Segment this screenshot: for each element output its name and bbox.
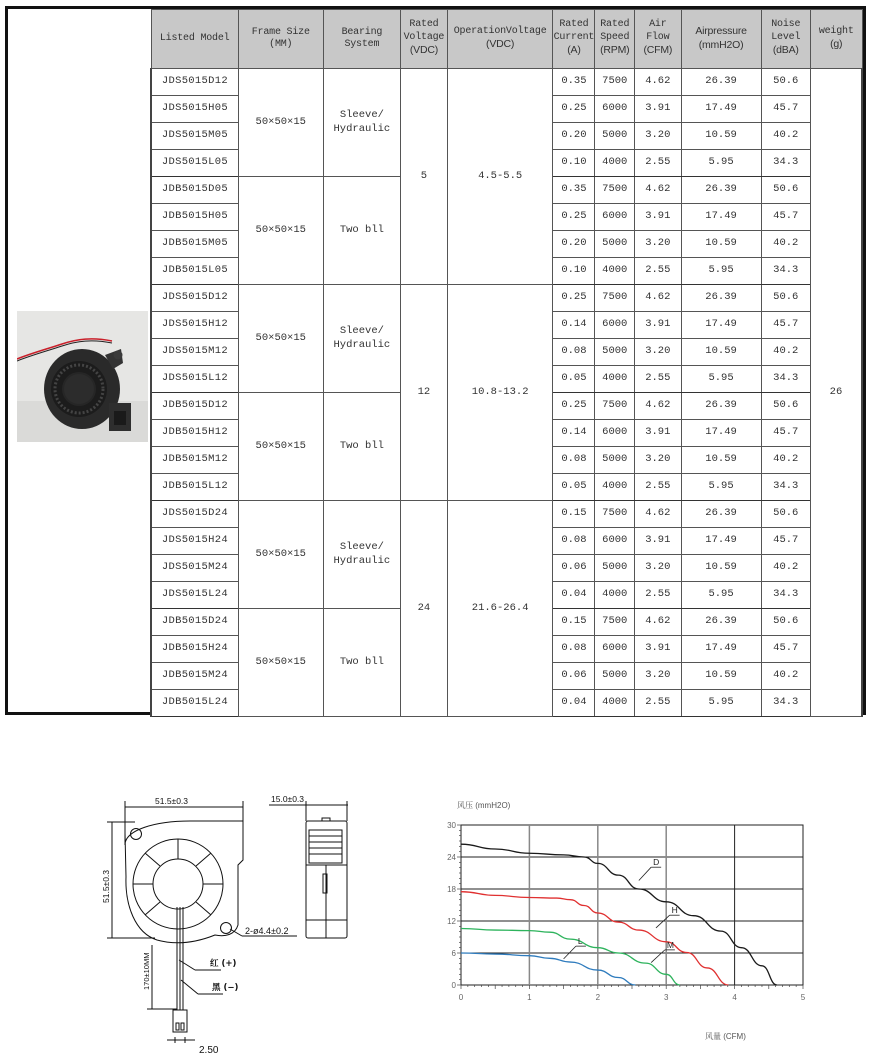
speed-cell: 6000 xyxy=(595,636,635,663)
airflow-cell: 4.62 xyxy=(635,501,681,528)
header-current: Rated Current (A) xyxy=(553,10,595,69)
table-row xyxy=(151,285,862,312)
bearing-cell: Two bll xyxy=(323,609,400,717)
model-cell: JDB5015H12 xyxy=(151,420,238,447)
table-header-row xyxy=(151,10,862,69)
airpressure-cell: 26.39 xyxy=(681,393,761,420)
bearing-cell: Two bll xyxy=(323,393,400,501)
noise-cell: 50.6 xyxy=(761,609,810,636)
frame-size-cell: 50×50×15 xyxy=(238,501,323,609)
noise-cell: 45.7 xyxy=(761,420,810,447)
x-axis-label: 风量 (CFM) xyxy=(705,1032,746,1041)
airflow-cell: 3.20 xyxy=(635,231,681,258)
curve-label-M: M xyxy=(666,939,674,950)
header-noise: Noise Level (dBA) xyxy=(761,10,810,69)
table-row xyxy=(151,69,862,96)
current-cell: 0.10 xyxy=(553,150,595,177)
noise-cell: 34.3 xyxy=(761,474,810,501)
current-cell: 0.20 xyxy=(553,123,595,150)
depth-dimension: 15.0±0.3 xyxy=(271,794,305,804)
airflow-cell: 4.62 xyxy=(635,285,681,312)
airpressure-cell: 5.95 xyxy=(681,582,761,609)
speed-cell: 5000 xyxy=(595,447,635,474)
airpressure-cell: 5.95 xyxy=(681,258,761,285)
current-cell: 0.14 xyxy=(553,312,595,339)
airpressure-cell: 17.49 xyxy=(681,204,761,231)
airflow-cell: 3.91 xyxy=(635,636,681,663)
bearing-cell: Sleeve/ Hydraulic xyxy=(323,69,400,177)
current-cell: 0.08 xyxy=(553,447,595,474)
model-cell: JDS5015D12 xyxy=(151,285,238,312)
airflow-cell: 4.62 xyxy=(635,609,681,636)
x-tick-label: 3 xyxy=(663,993,669,1002)
airpressure-cell: 17.49 xyxy=(681,636,761,663)
noise-cell: 45.7 xyxy=(761,96,810,123)
model-cell: JDS5015L05 xyxy=(151,150,238,177)
curve-label-L: L xyxy=(577,936,583,947)
weight-cell: 26 xyxy=(810,69,862,717)
height-dimension: 51.5±0.3 xyxy=(101,869,111,903)
noise-cell: 45.7 xyxy=(761,204,810,231)
pq-curve-chart xyxy=(420,795,840,1050)
frame-size-cell: 50×50×15 xyxy=(238,177,323,285)
y-axis-label: 风压 (mmH2O) xyxy=(457,801,511,810)
airflow-cell: 4.62 xyxy=(635,393,681,420)
airpressure-cell: 10.59 xyxy=(681,447,761,474)
airpressure-cell: 17.49 xyxy=(681,528,761,555)
header-bearing: Bearing System xyxy=(323,10,400,69)
noise-cell: 40.2 xyxy=(761,339,810,366)
chart-grid xyxy=(461,825,803,985)
model-cell: JDB5015M12 xyxy=(151,447,238,474)
current-cell: 0.04 xyxy=(553,690,595,717)
airflow-cell: 2.55 xyxy=(635,150,681,177)
model-cell: JDB5015H05 xyxy=(151,204,238,231)
table-body xyxy=(151,69,862,717)
red-wire-label: 红 (+) xyxy=(210,959,237,969)
airpressure-cell: 10.59 xyxy=(681,663,761,690)
table-row xyxy=(151,501,862,528)
speed-cell: 4000 xyxy=(595,582,635,609)
airflow-cell: 2.55 xyxy=(635,474,681,501)
header-op-voltage: OperationVoltage (VDC) xyxy=(447,10,553,69)
current-cell: 0.25 xyxy=(553,96,595,123)
speed-cell: 7500 xyxy=(595,501,635,528)
x-tick-label: 2 xyxy=(595,993,601,1002)
noise-cell: 34.3 xyxy=(761,582,810,609)
noise-cell: 34.3 xyxy=(761,690,810,717)
airpressure-cell: 5.95 xyxy=(681,690,761,717)
model-cell: JDS5015D24 xyxy=(151,501,238,528)
current-cell: 0.20 xyxy=(553,231,595,258)
model-cell: JDS5015H05 xyxy=(151,96,238,123)
current-cell: 0.15 xyxy=(553,609,595,636)
bearing-cell: Sleeve/ Hydraulic xyxy=(323,501,400,609)
noise-cell: 50.6 xyxy=(761,285,810,312)
model-cell: JDB5015L24 xyxy=(151,690,238,717)
noise-cell: 45.7 xyxy=(761,528,810,555)
airpressure-cell: 5.95 xyxy=(681,366,761,393)
speed-cell: 5000 xyxy=(595,663,635,690)
bearing-cell: Two bll xyxy=(323,177,400,285)
speed-cell: 5000 xyxy=(595,339,635,366)
model-cell: JDB5015M05 xyxy=(151,231,238,258)
bearing-cell: Sleeve/ Hydraulic xyxy=(323,285,400,393)
airflow-cell: 3.20 xyxy=(635,447,681,474)
mount-hole-dimension: 2-ø4.4±0.2 xyxy=(245,926,289,936)
model-cell: JDS5015H24 xyxy=(151,528,238,555)
speed-cell: 7500 xyxy=(595,69,635,96)
airflow-cell: 2.55 xyxy=(635,258,681,285)
y-tick-label: 24 xyxy=(447,853,456,862)
model-cell: JDS5015M05 xyxy=(151,123,238,150)
airflow-cell: 3.91 xyxy=(635,96,681,123)
model-cell: JDS5015H12 xyxy=(151,312,238,339)
noise-cell: 50.6 xyxy=(761,177,810,204)
speed-cell: 4000 xyxy=(595,258,635,285)
airflow-cell: 3.20 xyxy=(635,663,681,690)
rated-voltage-cell: 5 xyxy=(401,69,448,285)
airflow-cell: 3.20 xyxy=(635,339,681,366)
model-cell: JDB5015D24 xyxy=(151,609,238,636)
noise-cell: 34.3 xyxy=(761,366,810,393)
airflow-cell: 3.91 xyxy=(635,528,681,555)
current-cell: 0.08 xyxy=(553,636,595,663)
speed-cell: 6000 xyxy=(595,420,635,447)
noise-cell: 40.2 xyxy=(761,231,810,258)
noise-cell: 40.2 xyxy=(761,447,810,474)
airflow-cell: 3.91 xyxy=(635,312,681,339)
noise-cell: 50.6 xyxy=(761,69,810,96)
speed-cell: 5000 xyxy=(595,555,635,582)
header-speed: Rated Speed (RPM) xyxy=(595,10,635,69)
current-cell: 0.08 xyxy=(553,339,595,366)
noise-cell: 40.2 xyxy=(761,663,810,690)
header-model: Listed Model xyxy=(151,10,238,69)
product-photo-cell xyxy=(8,9,150,712)
dimension-drawing xyxy=(95,785,375,1058)
airpressure-cell: 26.39 xyxy=(681,177,761,204)
speed-cell: 6000 xyxy=(595,528,635,555)
x-tick-label: 1 xyxy=(527,993,532,1002)
airflow-cell: 2.55 xyxy=(635,366,681,393)
current-cell: 0.14 xyxy=(553,420,595,447)
model-cell: JDB5015D12 xyxy=(151,393,238,420)
model-cell: JDS5015L24 xyxy=(151,582,238,609)
noise-cell: 40.2 xyxy=(761,123,810,150)
airflow-cell: 4.62 xyxy=(635,177,681,204)
airpressure-cell: 10.59 xyxy=(681,123,761,150)
header-airpressure: Airpressure (mmH2O) xyxy=(681,10,761,69)
op-voltage-cell: 10.8-13.2 xyxy=(447,285,553,501)
header-airflow: Air Flow (CFM) xyxy=(635,10,681,69)
black-wire-label: 黑 (−) xyxy=(212,983,239,993)
y-tick-label: 6 xyxy=(451,949,456,958)
x-tick-label: 5 xyxy=(800,993,806,1002)
current-cell: 0.25 xyxy=(553,204,595,231)
frame-size-cell: 50×50×15 xyxy=(238,285,323,393)
x-tick-label: 0 xyxy=(458,993,464,1002)
noise-cell: 34.3 xyxy=(761,150,810,177)
speed-cell: 4000 xyxy=(595,150,635,177)
y-tick-label: 12 xyxy=(447,917,456,926)
noise-cell: 50.6 xyxy=(761,393,810,420)
current-cell: 0.35 xyxy=(553,69,595,96)
frame-size-cell: 50×50×15 xyxy=(238,609,323,717)
op-voltage-cell: 4.5-5.5 xyxy=(447,69,553,285)
current-cell: 0.05 xyxy=(553,474,595,501)
y-tick-label: 0 xyxy=(451,981,456,990)
noise-cell: 40.2 xyxy=(761,555,810,582)
width-dimension: 51.5±0.3 xyxy=(155,796,189,806)
noise-cell: 34.3 xyxy=(761,258,810,285)
current-cell: 0.35 xyxy=(553,177,595,204)
speed-cell: 5000 xyxy=(595,231,635,258)
airpressure-cell: 5.95 xyxy=(681,474,761,501)
airflow-cell: 4.62 xyxy=(635,69,681,96)
model-cell: JDB5015H24 xyxy=(151,636,238,663)
airflow-cell: 3.91 xyxy=(635,204,681,231)
curve-label-H: H xyxy=(671,905,678,916)
header-rated-voltage: Rated Voltage (VDC) xyxy=(401,10,448,69)
speed-cell: 7500 xyxy=(595,285,635,312)
pin-pitch-dimension: 2.50 xyxy=(199,1045,219,1056)
current-cell: 0.06 xyxy=(553,663,595,690)
airpressure-cell: 26.39 xyxy=(681,501,761,528)
y-tick-label: 18 xyxy=(447,885,456,894)
noise-cell: 50.6 xyxy=(761,501,810,528)
speed-cell: 6000 xyxy=(595,96,635,123)
x-tick-label: 4 xyxy=(732,993,737,1002)
frame-size-cell: 50×50×15 xyxy=(238,69,323,177)
airpressure-cell: 26.39 xyxy=(681,285,761,312)
spec-table-frame xyxy=(5,6,866,715)
model-cell: JDB5015D05 xyxy=(151,177,238,204)
speed-cell: 6000 xyxy=(595,312,635,339)
model-cell: JDS5015L12 xyxy=(151,366,238,393)
speed-cell: 4000 xyxy=(595,474,635,501)
header-frame-size: Frame Size (MM) xyxy=(238,10,323,69)
model-cell: JDS5015M12 xyxy=(151,339,238,366)
model-cell: JDS5015D12 xyxy=(151,69,238,96)
current-cell: 0.08 xyxy=(553,528,595,555)
current-cell: 0.06 xyxy=(553,555,595,582)
noise-cell: 45.7 xyxy=(761,636,810,663)
speed-cell: 7500 xyxy=(595,393,635,420)
current-cell: 0.25 xyxy=(553,285,595,312)
y-tick-label: 30 xyxy=(447,821,456,830)
current-cell: 0.10 xyxy=(553,258,595,285)
airpressure-cell: 17.49 xyxy=(681,312,761,339)
airflow-cell: 3.20 xyxy=(635,555,681,582)
curve-label-D: D xyxy=(653,857,660,868)
current-cell: 0.05 xyxy=(553,366,595,393)
airflow-cell: 2.55 xyxy=(635,582,681,609)
blower-fan-photo xyxy=(17,311,148,442)
airflow-cell: 3.91 xyxy=(635,420,681,447)
header-weight: weight (g) xyxy=(810,10,862,69)
airpressure-cell: 10.59 xyxy=(681,555,761,582)
model-cell: JDB5015L12 xyxy=(151,474,238,501)
frame-size-cell: 50×50×15 xyxy=(238,393,323,501)
model-cell: JDB5015L05 xyxy=(151,258,238,285)
airpressure-cell: 17.49 xyxy=(681,420,761,447)
airpressure-cell: 26.39 xyxy=(681,609,761,636)
airpressure-cell: 26.39 xyxy=(681,69,761,96)
current-cell: 0.15 xyxy=(553,501,595,528)
op-voltage-cell: 21.6-26.4 xyxy=(447,501,553,717)
lead-length-dimension: 170±10MM xyxy=(142,952,151,990)
current-cell: 0.25 xyxy=(553,393,595,420)
fan-spec-table xyxy=(150,9,863,717)
speed-cell: 7500 xyxy=(595,609,635,636)
airpressure-cell: 10.59 xyxy=(681,231,761,258)
rated-voltage-cell: 24 xyxy=(401,501,448,717)
current-cell: 0.04 xyxy=(553,582,595,609)
speed-cell: 5000 xyxy=(595,123,635,150)
speed-cell: 6000 xyxy=(595,204,635,231)
rated-voltage-cell: 12 xyxy=(401,285,448,501)
model-cell: JDS5015M24 xyxy=(151,555,238,582)
model-cell: JDB5015M24 xyxy=(151,663,238,690)
airpressure-cell: 10.59 xyxy=(681,339,761,366)
airpressure-cell: 5.95 xyxy=(681,150,761,177)
airflow-cell: 3.20 xyxy=(635,123,681,150)
airflow-cell: 2.55 xyxy=(635,690,681,717)
speed-cell: 4000 xyxy=(595,366,635,393)
airpressure-cell: 17.49 xyxy=(681,96,761,123)
speed-cell: 7500 xyxy=(595,177,635,204)
noise-cell: 45.7 xyxy=(761,312,810,339)
speed-cell: 4000 xyxy=(595,690,635,717)
